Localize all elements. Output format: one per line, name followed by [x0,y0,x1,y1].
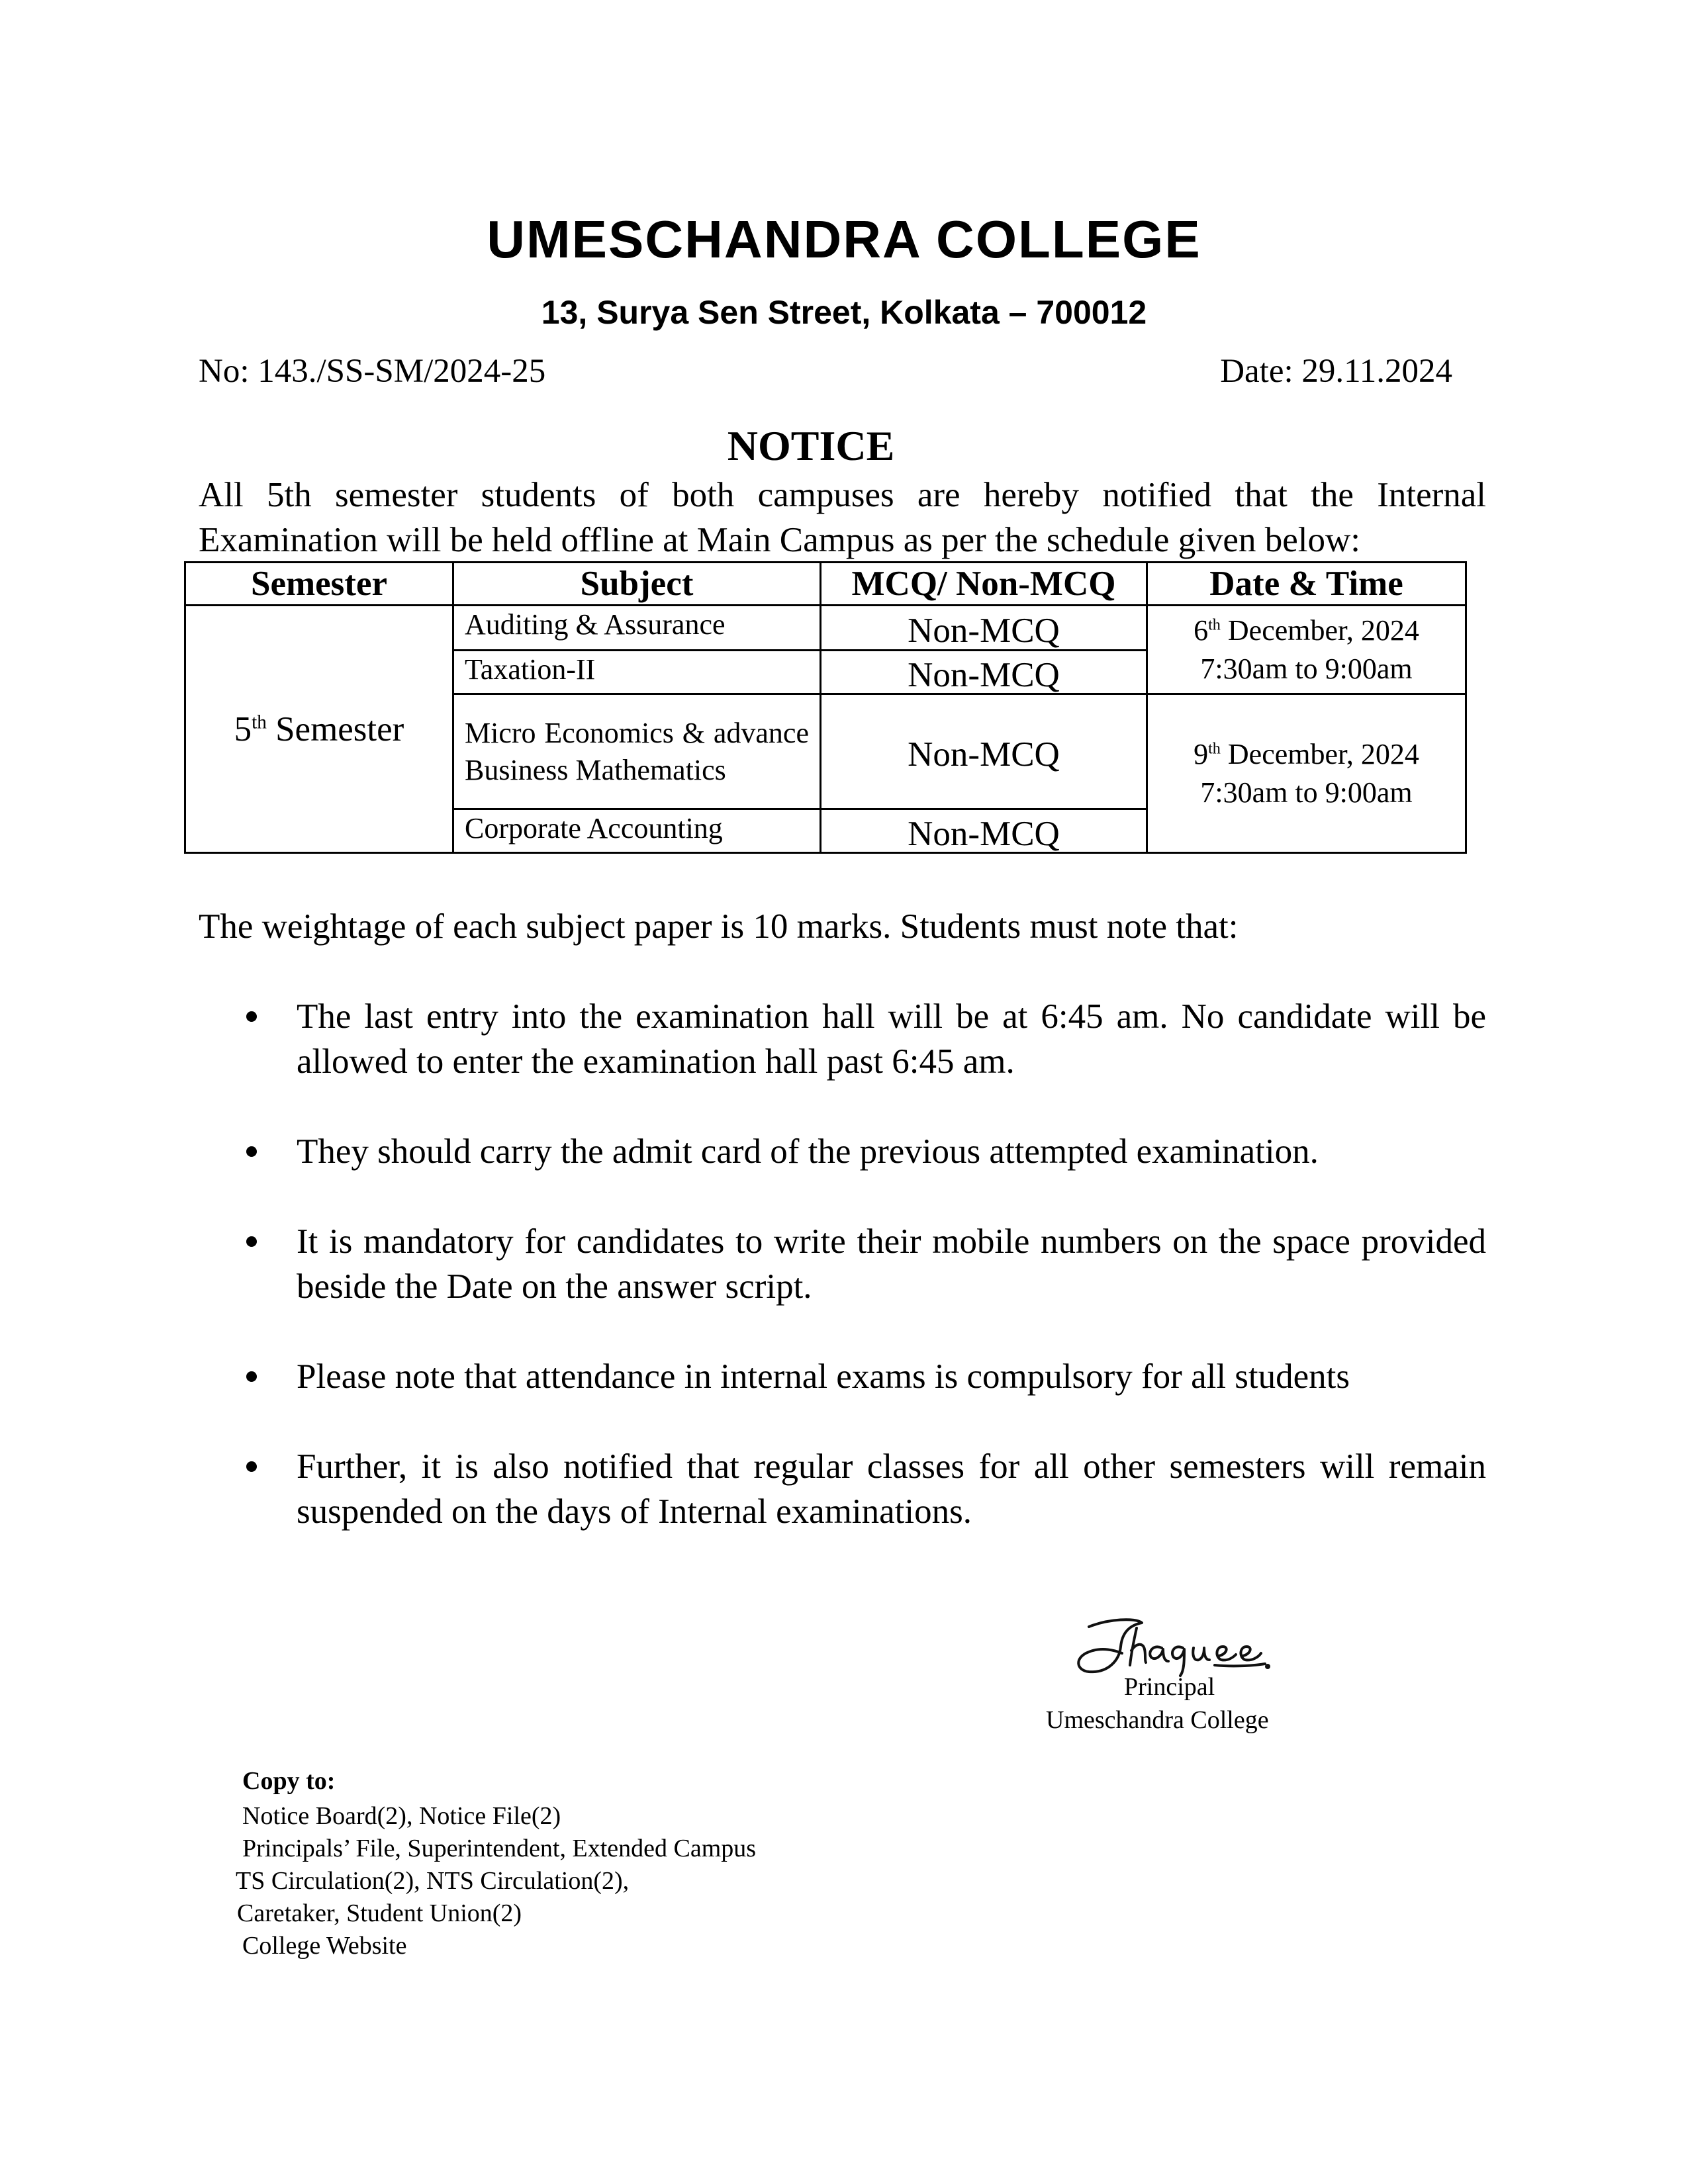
notice-date: Date: 29.11.2024 [1220,353,1452,390]
copy-to-list [236,1800,756,1962]
notice-heading-text: NOTICE [727,422,895,469]
list-item [199,1219,1486,1309]
weightage-statement: The weightage of each subject paper is 10 marks. Students must note that: [199,907,1239,946]
mode-cell: Non-MCQ [821,606,1147,651]
bullet-icon [246,1461,257,1472]
principal-signature [1062,1614,1274,1680]
semester-cell [185,606,453,853]
list-item: College Website [242,1932,407,1960]
subject-cell: Corporate Accounting [453,809,821,853]
mode-cell: Non-MCQ [821,809,1147,853]
date-suffix: th [1208,739,1221,757]
mode-cell: Non-MCQ [821,651,1147,694]
bullet-icon [246,1146,257,1157]
list-item: Principals’ File, Superintendent, Extended Campus [242,1835,757,1862]
subject-cell: Micro Economics & advance Business Mathematics [453,694,821,809]
date-day: 9 [1194,737,1209,770]
notice-intro [199,473,1486,563]
date-time-cell [1147,694,1466,853]
signatory-title: Principal [1124,1673,1215,1701]
date-day: 6 [1194,614,1209,647]
exam-schedule-table [184,561,1467,854]
copy-to-heading: Copy to: [242,1767,336,1795]
instruction-text: They should carry the admit card of the previous attempted examination. [297,1132,1319,1171]
instruction-text: The last entry into the examination hall will be at 6:45 am. No candidate will be allowed to enter the examination hall past 6:45 am. [297,997,1486,1081]
list-item: Caretaker, Student Union(2) [237,1899,522,1927]
semester-number: 5 [234,709,252,749]
bullet-icon [246,1011,257,1022]
table-row [185,606,1466,651]
intro-line-2: Examination will be held offline at Main Campus as per the schedule given below: [199,521,1360,559]
instruction-text: It is mandatory for candidates to write their mobile numbers on the space provided beside the Date on the answer script. [297,1222,1486,1306]
subject-cell: Auditing & Assurance [453,606,821,651]
list-item: TS Circulation(2), NTS Circulation(2), [236,1867,630,1895]
date-suffix: th [1208,615,1221,633]
subject-cell: Taxation-II [453,651,821,694]
bullet-icon [246,1371,257,1382]
list-item [199,994,1486,1084]
instruction-text: Further, it is also notified that regular classes for all other semesters will remain suspended on the days of Internal examinations. [297,1447,1486,1531]
header-semester: Semester [185,563,453,606]
mode-cell: Non-MCQ [821,694,1147,809]
header-date-time: Date & Time [1147,563,1466,606]
notice-heading [0,422,1622,469]
instruction-list [199,994,1486,1534]
instruction-text: Please note that attendance in internal exams is compulsory for all students [297,1357,1350,1396]
table-header-row [185,563,1466,606]
list-item [199,1444,1486,1534]
college-address: 13, Surya Sen Street, Kolkata – 700012 [541,294,1147,331]
date-month-year: December, 2024 [1220,737,1419,770]
signatory-college: Umeschandra College [1046,1706,1269,1734]
college-name: UMESCHANDRA COLLEGE [487,210,1201,269]
bullet-icon [246,1236,257,1247]
date-month-year: December, 2024 [1220,614,1419,647]
header-mode: MCQ/ Non-MCQ [821,563,1147,606]
list-item [199,1129,1486,1174]
time-range: 7:30am to 9:00am [1200,776,1413,809]
time-range: 7:30am to 9:00am [1200,652,1413,685]
date-time-cell [1147,606,1466,694]
semester-suffix: th [252,711,267,733]
intro-line-1: All 5th semester students of both campuses are hereby notified that the Internal [199,476,1486,514]
header-subject: Subject [453,563,821,606]
semester-label: Semester [266,709,404,749]
list-item: Notice Board(2), Notice File(2) [242,1802,561,1830]
reference-number: No: 143./SS-SM/2024-25 [199,353,546,390]
list-item [199,1354,1486,1399]
